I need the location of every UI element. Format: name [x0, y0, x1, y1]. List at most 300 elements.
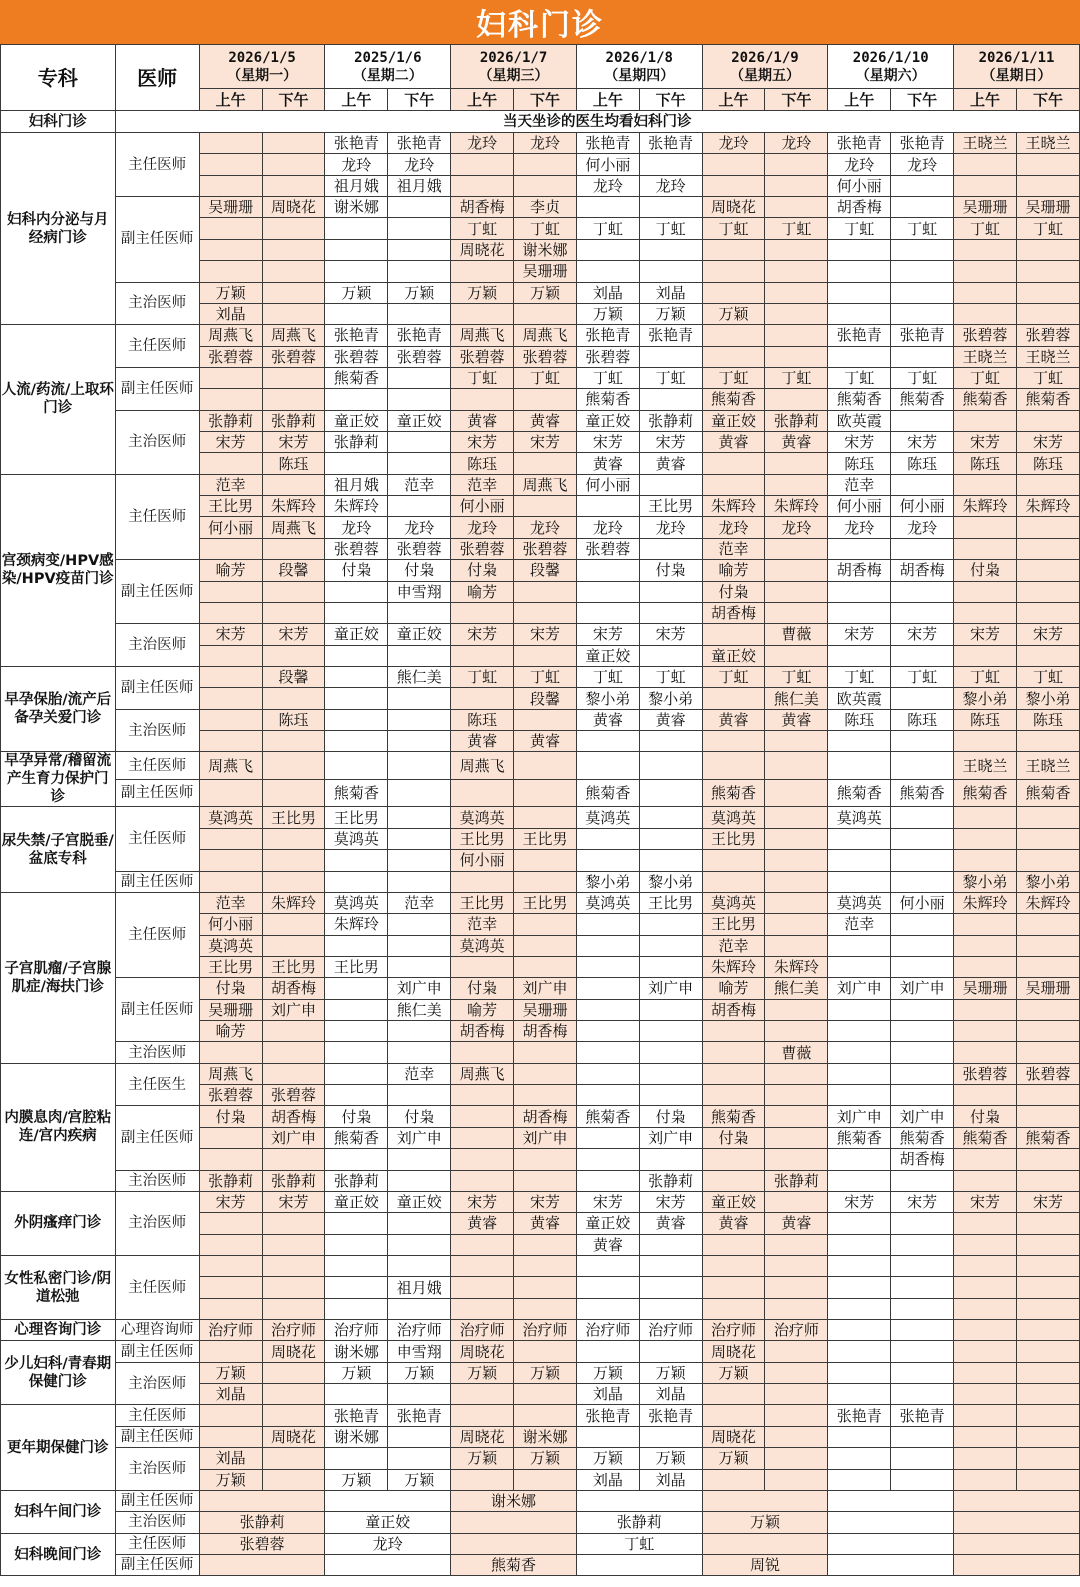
schedule-cell: 祖月娥	[325, 474, 388, 495]
schedule-cell: 张静莉	[765, 1170, 828, 1191]
schedule-cell	[765, 175, 828, 196]
schedule-cell: 宋芳	[576, 1191, 639, 1212]
schedule-cell: 张碧蓉	[576, 346, 639, 367]
schedule-cell: 黄睿	[576, 453, 639, 474]
schedule-cell	[702, 1298, 765, 1319]
schedule-cell	[514, 871, 577, 892]
schedule-cell: 莫鸿英	[828, 807, 891, 828]
specialty-name: 子宫肌瘤/子宫腺肌症/海扶门诊	[1, 892, 116, 1063]
schedule-cell: 何小丽	[828, 496, 891, 517]
schedule-cell: 刘广申	[262, 1127, 325, 1148]
schedule-cell	[702, 1042, 765, 1063]
schedule-cell	[199, 239, 262, 260]
schedule-cell	[954, 581, 1017, 602]
schedule-cell	[1016, 1021, 1079, 1042]
schedule-cell	[451, 645, 514, 666]
schedule-cell	[891, 1384, 954, 1405]
schedule-cell: 龙玲	[451, 133, 514, 154]
doctor-rank: 副主任医师	[115, 779, 199, 807]
schedule-cell	[262, 261, 325, 282]
schedule-cell: 王比男	[514, 892, 577, 913]
schedule-cell	[828, 1298, 891, 1319]
doctor-rank: 副主任医师	[115, 1426, 199, 1447]
schedule-cell	[765, 1277, 828, 1298]
schedule-cell	[451, 1149, 514, 1170]
schedule-cell	[576, 1042, 639, 1063]
schedule-cell: 陈珏	[262, 709, 325, 730]
schedule-cell: 张碧蓉	[451, 538, 514, 559]
schedule-cell: 黄睿	[639, 709, 702, 730]
day-cell	[325, 1555, 451, 1576]
schedule-cell: 张碧蓉	[1016, 1063, 1079, 1084]
schedule-cell	[954, 807, 1017, 828]
schedule-cell: 丁虹	[891, 218, 954, 239]
schedule-cell	[765, 602, 828, 623]
schedule-cell	[199, 389, 262, 410]
schedule-cell: 范幸	[199, 892, 262, 913]
schedule-cell	[765, 560, 828, 581]
schedule-cell	[514, 1405, 577, 1426]
schedule-cell: 何小丽	[199, 914, 262, 935]
schedule-cell: 欧英霞	[828, 688, 891, 709]
schedule-cell: 熊菊香	[576, 779, 639, 807]
schedule-cell	[891, 1298, 954, 1319]
page-title: 妇科门诊	[0, 0, 1080, 44]
schedule-cell	[388, 1255, 451, 1276]
schedule-cell: 张艳青	[325, 325, 388, 346]
schedule-cell	[765, 999, 828, 1020]
day-cell	[451, 1512, 577, 1533]
header-day	[199, 45, 325, 89]
schedule-cell: 张碧蓉	[954, 325, 1017, 346]
day-cell	[954, 1490, 1080, 1511]
specialty-name: 尿失禁/子宫脱垂/盆底专科	[1, 807, 116, 892]
schedule-cell	[1016, 1149, 1079, 1170]
day-cell: 张碧蓉	[199, 1533, 325, 1554]
schedule-cell: 宋芳	[576, 624, 639, 645]
schedule-cell	[514, 1341, 577, 1362]
header-am: 上午	[576, 89, 639, 111]
header-day	[954, 45, 1080, 89]
schedule-cell	[954, 1234, 1017, 1255]
schedule-cell	[828, 1341, 891, 1362]
schedule-cell: 宋芳	[262, 432, 325, 453]
schedule-cell: 丁虹	[1016, 218, 1079, 239]
schedule-cell	[765, 1405, 828, 1426]
schedule-cell	[262, 1021, 325, 1042]
schedule-cell: 周燕飞	[514, 325, 577, 346]
doctor-rank: 主治医师	[115, 1042, 199, 1063]
schedule-cell	[388, 1384, 451, 1405]
header-date: 2025/1/6	[354, 49, 422, 66]
doctor-rank: 主治医师	[115, 1170, 199, 1191]
schedule-cell: 王比男	[199, 496, 262, 517]
schedule-cell	[639, 1085, 702, 1106]
schedule-cell	[1016, 560, 1079, 581]
schedule-cell: 张碧蓉	[388, 538, 451, 559]
schedule-cell	[451, 1127, 514, 1148]
schedule-cell: 黄睿	[451, 1213, 514, 1234]
schedule-cell	[891, 1448, 954, 1469]
schedule-cell: 张静莉	[639, 410, 702, 431]
schedule-cell	[1016, 1362, 1079, 1383]
schedule-cell: 黎小弟	[639, 871, 702, 892]
schedule-cell: 宋芳	[639, 624, 702, 645]
schedule-cell: 申雪翔	[388, 581, 451, 602]
schedule-cell	[451, 303, 514, 324]
schedule-cell: 欧英霞	[828, 410, 891, 431]
schedule-cell: 宋芳	[451, 1191, 514, 1212]
schedule-cell	[702, 1384, 765, 1405]
schedule-cell	[891, 282, 954, 303]
schedule-cell: 莫鸿英	[576, 892, 639, 913]
schedule-cell: 周燕飞	[451, 325, 514, 346]
schedule-cell: 宋芳	[828, 624, 891, 645]
schedule-cell	[576, 1341, 639, 1362]
schedule-cell: 张碧蓉	[199, 346, 262, 367]
schedule-cell	[702, 1277, 765, 1298]
schedule-cell: 龙玲	[891, 154, 954, 175]
schedule-cell	[765, 239, 828, 260]
schedule-cell: 宋芳	[199, 1191, 262, 1212]
schedule-cell	[702, 850, 765, 871]
day-cell	[954, 1512, 1080, 1533]
schedule-cell	[199, 133, 262, 154]
specialty-name: 女性私密门诊/阴道松弛	[1, 1255, 116, 1319]
schedule-cell	[199, 1213, 262, 1234]
schedule-cell	[576, 1277, 639, 1298]
schedule-cell	[325, 871, 388, 892]
schedule-cell: 何小丽	[891, 496, 954, 517]
schedule-cell: 王晓兰	[1016, 133, 1079, 154]
schedule-cell: 龙玲	[514, 133, 577, 154]
schedule-cell	[828, 282, 891, 303]
schedule-cell	[451, 1298, 514, 1319]
schedule-cell: 黄睿	[514, 1213, 577, 1234]
schedule-cell: 黄睿	[576, 709, 639, 730]
doctor-rank: 主任医师	[115, 752, 199, 780]
schedule-cell: 陈珏	[262, 453, 325, 474]
schedule-cell: 万颖	[576, 303, 639, 324]
header-weekday: （星期二）	[352, 67, 423, 84]
schedule-cell	[514, 914, 577, 935]
schedule-cell	[954, 474, 1017, 495]
schedule-cell	[828, 1213, 891, 1234]
schedule-cell	[765, 1362, 828, 1383]
schedule-cell: 朱辉玲	[262, 496, 325, 517]
schedule-cell	[639, 1021, 702, 1042]
schedule-cell: 丁虹	[451, 666, 514, 687]
schedule-cell	[639, 935, 702, 956]
schedule-cell: 丁虹	[765, 666, 828, 687]
schedule-cell	[891, 1170, 954, 1191]
schedule-cell	[828, 239, 891, 260]
schedule-cell: 祖月娥	[388, 175, 451, 196]
schedule-cell: 莫鸿英	[199, 807, 262, 828]
schedule-cell: 周晓花	[702, 1426, 765, 1447]
schedule-cell	[828, 1063, 891, 1084]
doctor-rank: 主任医生	[115, 1063, 199, 1106]
schedule-cell	[388, 1021, 451, 1042]
schedule-cell	[891, 1021, 954, 1042]
schedule-cell	[639, 346, 702, 367]
schedule-cell: 张碧蓉	[199, 1085, 262, 1106]
doctor-rank: 主治医师	[115, 410, 199, 474]
schedule-cell: 喻芳	[702, 978, 765, 999]
schedule-cell: 周燕飞	[199, 325, 262, 346]
schedule-cell: 周晓花	[262, 1426, 325, 1447]
schedule-cell	[828, 1149, 891, 1170]
schedule-cell	[891, 688, 954, 709]
schedule-cell	[702, 175, 765, 196]
schedule-cell: 喻芳	[199, 560, 262, 581]
schedule-cell: 周晓花	[262, 1341, 325, 1362]
schedule-cell	[388, 779, 451, 807]
schedule-cell: 张碧蓉	[388, 346, 451, 367]
schedule-cell: 熊菊香	[702, 389, 765, 410]
schedule-cell	[199, 1127, 262, 1148]
specialty-name: 外阴瘙痒门诊	[1, 1191, 116, 1255]
schedule-cell	[262, 133, 325, 154]
specialty-name: 早孕保胎/流产后备孕关爱门诊	[1, 666, 116, 751]
schedule-cell: 龙玲	[828, 154, 891, 175]
header-am: 上午	[451, 89, 514, 111]
schedule-cell	[325, 1085, 388, 1106]
day-cell: 童正姣	[325, 1512, 451, 1533]
schedule-cell	[639, 389, 702, 410]
specialty-name: 宫颈病变/HPV感染/HPV疫苗门诊	[1, 474, 116, 666]
schedule-cell	[765, 1255, 828, 1276]
schedule-cell	[451, 602, 514, 623]
schedule-cell	[451, 1255, 514, 1276]
schedule-cell: 万颖	[325, 1362, 388, 1383]
schedule-cell	[828, 828, 891, 849]
schedule-cell: 宋芳	[891, 1191, 954, 1212]
schedule-cell	[325, 1384, 388, 1405]
schedule-cell	[828, 346, 891, 367]
schedule-cell	[325, 999, 388, 1020]
schedule-cell: 付枭	[954, 560, 1017, 581]
schedule-cell: 胡香梅	[262, 978, 325, 999]
schedule-cell	[388, 389, 451, 410]
schedule-cell: 莫鸿英	[828, 892, 891, 913]
schedule-cell: 龙玲	[514, 517, 577, 538]
schedule-cell	[325, 1448, 388, 1469]
schedule-cell: 陈珏	[891, 709, 954, 730]
schedule-cell	[325, 1277, 388, 1298]
schedule-cell: 熊菊香	[1016, 1127, 1079, 1148]
schedule-cell	[1016, 1255, 1079, 1276]
schedule-cell: 范幸	[702, 538, 765, 559]
schedule-cell	[954, 1405, 1017, 1426]
schedule-cell	[702, 731, 765, 752]
schedule-cell: 刘广申	[828, 1106, 891, 1127]
schedule-cell: 胡香梅	[702, 999, 765, 1020]
schedule-cell: 张碧蓉	[325, 538, 388, 559]
schedule-cell: 朱辉玲	[1016, 892, 1079, 913]
day-cell: 熊菊香	[451, 1555, 577, 1576]
schedule-cell: 张碧蓉	[451, 346, 514, 367]
schedule-cell	[388, 871, 451, 892]
schedule-cell	[954, 1255, 1017, 1276]
schedule-cell	[262, 1362, 325, 1383]
schedule-cell: 付枭	[199, 1106, 262, 1127]
schedule-cell: 朱辉玲	[765, 496, 828, 517]
doctor-rank: 主治医师	[115, 1448, 199, 1491]
schedule-cell: 宋芳	[1016, 624, 1079, 645]
schedule-cell	[388, 645, 451, 666]
schedule-cell	[954, 239, 1017, 260]
schedule-cell	[765, 1448, 828, 1469]
schedule-cell: 黄睿	[639, 1213, 702, 1234]
schedule-cell	[891, 197, 954, 218]
schedule-cell	[639, 1277, 702, 1298]
schedule-cell: 刘广申	[514, 978, 577, 999]
schedule-cell: 龙玲	[765, 517, 828, 538]
schedule-cell	[891, 1085, 954, 1106]
schedule-cell: 刘广申	[828, 978, 891, 999]
schedule-cell	[576, 496, 639, 517]
schedule-cell: 张艳青	[891, 325, 954, 346]
schedule-cell: 熊菊香	[891, 779, 954, 807]
schedule-cell	[891, 645, 954, 666]
schedule-cell: 谢米娜	[325, 1341, 388, 1362]
schedule-cell: 童正姣	[576, 410, 639, 431]
schedule-cell: 付枭	[639, 560, 702, 581]
schedule-cell: 范幸	[388, 892, 451, 913]
schedule-cell	[199, 1042, 262, 1063]
schedule-cell	[576, 935, 639, 956]
schedule-cell	[891, 935, 954, 956]
schedule-cell	[199, 871, 262, 892]
schedule-cell	[514, 602, 577, 623]
schedule-cell	[1016, 1042, 1079, 1063]
schedule-cell	[199, 1341, 262, 1362]
schedule-cell: 张艳青	[576, 133, 639, 154]
schedule-cell	[1016, 261, 1079, 282]
doctor-rank: 主任医师	[115, 892, 199, 977]
schedule-cell	[199, 218, 262, 239]
schedule-cell	[639, 779, 702, 807]
schedule-cell	[199, 261, 262, 282]
schedule-cell	[954, 1170, 1017, 1191]
schedule-cell: 陈珏	[954, 453, 1017, 474]
schedule-cell: 治疗师	[576, 1320, 639, 1341]
schedule-cell: 龙玲	[891, 517, 954, 538]
schedule-cell	[262, 752, 325, 780]
specialty-name: 人流/药流/上取环门诊	[1, 325, 116, 475]
header-weekday: （星期五）	[729, 67, 800, 84]
schedule-cell: 付枭	[639, 1106, 702, 1127]
schedule-cell: 治疗师	[451, 1320, 514, 1341]
schedule-cell: 丁虹	[765, 367, 828, 388]
schedule-cell: 丁虹	[1016, 367, 1079, 388]
schedule-cell	[199, 1255, 262, 1276]
schedule-cell	[765, 1341, 828, 1362]
schedule-cell	[451, 1405, 514, 1426]
schedule-cell: 谢米娜	[514, 239, 577, 260]
schedule-cell	[451, 1277, 514, 1298]
schedule-cell	[702, 871, 765, 892]
schedule-cell	[765, 914, 828, 935]
schedule-cell: 黄睿	[451, 731, 514, 752]
schedule-cell: 陈珏	[1016, 709, 1079, 730]
schedule-cell	[325, 1021, 388, 1042]
schedule-cell: 黄睿	[702, 709, 765, 730]
day-cell: 周锐	[702, 1555, 828, 1576]
schedule-cell: 朱辉玲	[262, 892, 325, 913]
schedule-cell	[891, 1469, 954, 1490]
schedule-cell: 张艳青	[639, 133, 702, 154]
schedule-cell: 王晓兰	[954, 346, 1017, 367]
schedule-cell	[954, 914, 1017, 935]
schedule-cell	[1016, 935, 1079, 956]
schedule-cell: 何小丽	[828, 175, 891, 196]
schedule-cell	[891, 581, 954, 602]
schedule-cell	[514, 645, 577, 666]
schedule-cell	[1016, 1320, 1079, 1341]
schedule-cell: 张静莉	[199, 410, 262, 431]
schedule-cell	[702, 346, 765, 367]
schedule-cell	[954, 1362, 1017, 1383]
doctor-rank: 副主任医师	[115, 978, 199, 1042]
schedule-cell	[891, 1426, 954, 1447]
schedule-cell: 宋芳	[954, 432, 1017, 453]
specialty-name: 内膜息肉/宫腔粘连/宫内疾病	[1, 1063, 116, 1191]
doctor-rank: 副主任医师	[115, 666, 199, 709]
day-cell: 谢米娜	[451, 1490, 577, 1511]
day-cell	[954, 1533, 1080, 1554]
schedule-cell	[199, 1277, 262, 1298]
schedule-cell	[891, 538, 954, 559]
schedule-cell: 熊仁美	[765, 978, 828, 999]
schedule-cell: 刘广申	[262, 999, 325, 1020]
schedule-cell: 周晓花	[262, 197, 325, 218]
schedule-cell: 宋芳	[199, 432, 262, 453]
schedule-cell	[891, 1234, 954, 1255]
schedule-cell	[325, 261, 388, 282]
schedule-cell	[702, 1085, 765, 1106]
day-cell	[702, 1533, 828, 1554]
schedule-cell: 龙玲	[388, 517, 451, 538]
schedule-cell: 范幸	[451, 474, 514, 495]
schedule-cell	[1016, 1384, 1079, 1405]
schedule-cell	[514, 935, 577, 956]
schedule-cell	[765, 1191, 828, 1212]
schedule-cell: 王比男	[325, 956, 388, 977]
schedule-cell	[639, 581, 702, 602]
schedule-cell: 周晓花	[702, 1341, 765, 1362]
schedule-cell	[576, 1298, 639, 1319]
schedule-cell	[576, 978, 639, 999]
schedule-cell	[514, 956, 577, 977]
doctor-rank: 主治医师	[115, 1512, 199, 1533]
schedule-cell	[262, 389, 325, 410]
schedule-cell	[451, 1042, 514, 1063]
schedule-cell	[199, 666, 262, 687]
schedule-cell	[262, 1298, 325, 1319]
schedule-cell	[576, 752, 639, 780]
schedule-cell	[325, 1213, 388, 1234]
schedule-cell: 张艳青	[576, 1405, 639, 1426]
schedule-cell: 张静莉	[765, 410, 828, 431]
schedule-cell: 朱辉玲	[702, 956, 765, 977]
schedule-cell: 熊菊香	[576, 1106, 639, 1127]
schedule-cell: 童正姣	[702, 1191, 765, 1212]
schedule-cell: 段馨	[514, 560, 577, 581]
schedule-cell: 曹薇	[765, 1042, 828, 1063]
doctor-rank: 主治医师	[115, 709, 199, 752]
